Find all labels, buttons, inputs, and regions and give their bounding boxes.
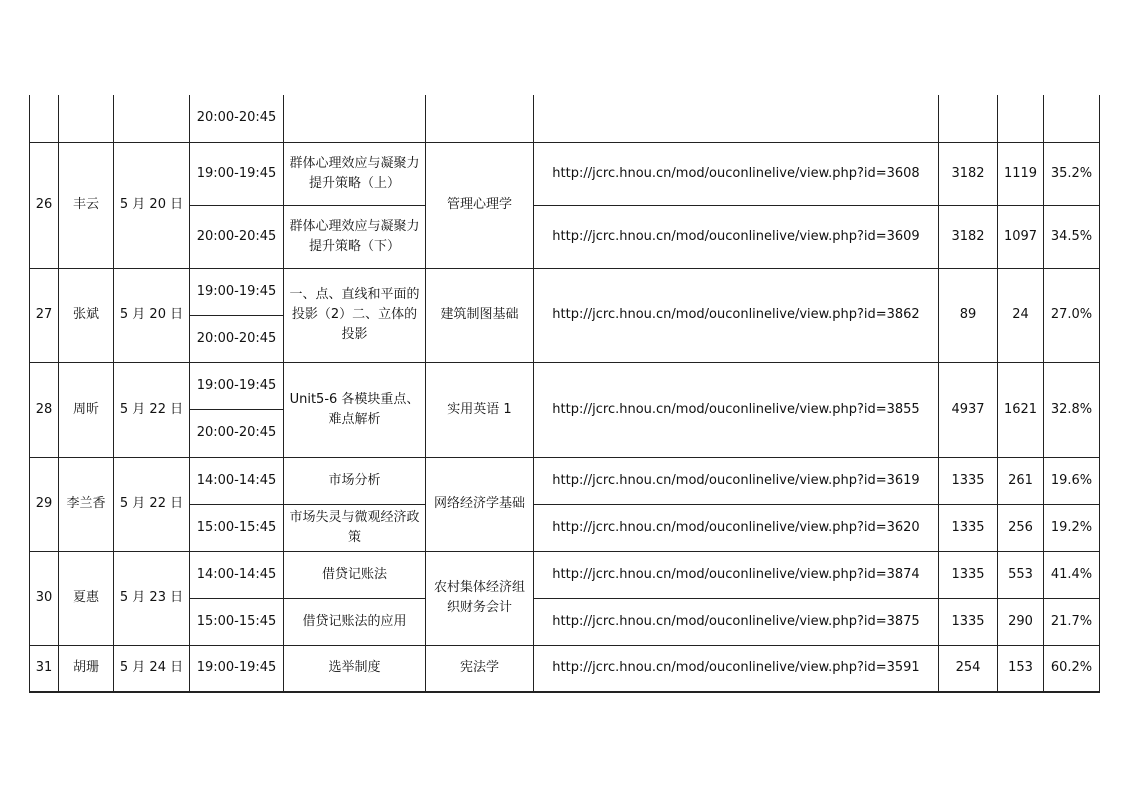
table-row (30, 95, 1100, 142)
total-cell: 4937 (939, 362, 998, 457)
count-cell: 256 (998, 504, 1044, 551)
rate-cell: 19.6% (1044, 457, 1100, 504)
date-cell: 5 月 22 日 (114, 362, 190, 457)
url-link[interactable]: http://jcrc.hnou.cn/mod/ouconlinelive/view.php?id=3874 (534, 551, 939, 598)
rate-cell: 27.0% (1044, 268, 1100, 362)
total-cell: 1335 (939, 504, 998, 551)
time-cell: 19:00-19:45 (190, 142, 284, 205)
teacher-cell: 张斌 (59, 268, 114, 362)
table-row (30, 268, 1100, 315)
course-cell: 农村集体经济组织财务会计 (426, 551, 534, 645)
date-cell: 5 月 24 日 (114, 645, 190, 692)
topic-cell: Unit5-6 各模块重点、难点解析 (284, 362, 426, 457)
teacher-cell: 胡珊 (59, 645, 114, 692)
time-cell: 19:00-19:45 (190, 362, 284, 409)
count-cell: 24 (998, 268, 1044, 362)
date-cell: 5 月 20 日 (114, 142, 190, 268)
rate-cell: 19.2% (1044, 504, 1100, 551)
topic-cell (284, 95, 426, 142)
total-cell: 1335 (939, 457, 998, 504)
url-link[interactable]: http://jcrc.hnou.cn/mod/ouconlinelive/view.php?id=3619 (534, 457, 939, 504)
url-link[interactable]: http://jcrc.hnou.cn/mod/ouconlinelive/view.php?id=3620 (534, 504, 939, 551)
topic-cell: 群体心理效应与凝聚力提升策略（上） (284, 142, 426, 205)
rate-cell: 41.4% (1044, 551, 1100, 598)
table-row (30, 645, 1100, 692)
table-row (30, 142, 1100, 205)
table-row (30, 551, 1100, 598)
table-row (30, 457, 1100, 504)
count-cell: 553 (998, 551, 1044, 598)
total-cell (939, 95, 998, 142)
topic-cell: 市场失灵与微观经济政策 (284, 504, 426, 551)
time-cell: 20:00-20:45 (190, 95, 284, 142)
count-cell: 1119 (998, 142, 1044, 205)
url-link[interactable]: http://jcrc.hnou.cn/mod/ouconlinelive/view.php?id=3862 (534, 268, 939, 362)
table-row (30, 504, 1100, 551)
rate-cell: 21.7% (1044, 598, 1100, 645)
url-link[interactable]: http://jcrc.hnou.cn/mod/ouconlinelive/view.php?id=3855 (534, 362, 939, 457)
time-cell: 20:00-20:45 (190, 205, 284, 268)
rate-cell: 60.2% (1044, 645, 1100, 692)
total-cell: 1335 (939, 551, 998, 598)
no-cell: 31 (30, 645, 59, 692)
time-cell: 14:00-14:45 (190, 457, 284, 504)
topic-cell: 一、点、直线和平面的投影（2）二、立体的投影 (284, 268, 426, 362)
url-link[interactable]: http://jcrc.hnou.cn/mod/ouconlinelive/view.php?id=3609 (534, 205, 939, 268)
table-row (30, 362, 1100, 409)
topic-cell: 借贷记账法 (284, 551, 426, 598)
time-cell: 15:00-15:45 (190, 504, 284, 551)
time-cell: 20:00-20:45 (190, 315, 284, 362)
rate-cell (1044, 95, 1100, 142)
date-cell (114, 95, 190, 142)
course-cell: 网络经济学基础 (426, 457, 534, 551)
teacher-cell: 周昕 (59, 362, 114, 457)
time-cell: 20:00-20:45 (190, 409, 284, 457)
no-cell: 28 (30, 362, 59, 457)
course-cell: 实用英语 1 (426, 362, 534, 457)
topic-cell: 借贷记账法的应用 (284, 598, 426, 645)
count-cell: 1097 (998, 205, 1044, 268)
rate-cell: 32.8% (1044, 362, 1100, 457)
course-cell: 管理心理学 (426, 142, 534, 268)
total-cell: 89 (939, 268, 998, 362)
total-cell: 3182 (939, 205, 998, 268)
rate-cell: 34.5% (1044, 205, 1100, 268)
rate-cell: 35.2% (1044, 142, 1100, 205)
count-cell: 261 (998, 457, 1044, 504)
count-cell: 153 (998, 645, 1044, 692)
course-cell: 建筑制图基础 (426, 268, 534, 362)
count-cell (998, 95, 1044, 142)
url-cell (534, 95, 939, 142)
no-cell: 27 (30, 268, 59, 362)
topic-cell: 市场分析 (284, 457, 426, 504)
total-cell: 3182 (939, 142, 998, 205)
time-cell: 15:00-15:45 (190, 598, 284, 645)
topic-cell: 群体心理效应与凝聚力提升策略（下） (284, 205, 426, 268)
no-cell: 30 (30, 551, 59, 645)
url-link[interactable]: http://jcrc.hnou.cn/mod/ouconlinelive/view.php?id=3875 (534, 598, 939, 645)
date-cell: 5 月 22 日 (114, 457, 190, 551)
no-cell: 29 (30, 457, 59, 551)
time-cell: 19:00-19:45 (190, 645, 284, 692)
no-cell (30, 95, 59, 142)
total-cell: 254 (939, 645, 998, 692)
time-cell: 14:00-14:45 (190, 551, 284, 598)
live-course-table (29, 95, 1100, 693)
count-cell: 290 (998, 598, 1044, 645)
teacher-cell (59, 95, 114, 142)
course-cell (426, 95, 534, 142)
table-row (30, 598, 1100, 645)
table-row (30, 205, 1100, 268)
time-cell: 19:00-19:45 (190, 268, 284, 315)
topic-cell: 选举制度 (284, 645, 426, 692)
date-cell: 5 月 23 日 (114, 551, 190, 645)
url-link[interactable]: http://jcrc.hnou.cn/mod/ouconlinelive/view.php?id=3591 (534, 645, 939, 692)
course-cell: 宪法学 (426, 645, 534, 692)
count-cell: 1621 (998, 362, 1044, 457)
total-cell: 1335 (939, 598, 998, 645)
teacher-cell: 丰云 (59, 142, 114, 268)
url-link[interactable]: http://jcrc.hnou.cn/mod/ouconlinelive/view.php?id=3608 (534, 142, 939, 205)
teacher-cell: 夏惠 (59, 551, 114, 645)
no-cell: 26 (30, 142, 59, 268)
date-cell: 5 月 20 日 (114, 268, 190, 362)
teacher-cell: 李兰香 (59, 457, 114, 551)
